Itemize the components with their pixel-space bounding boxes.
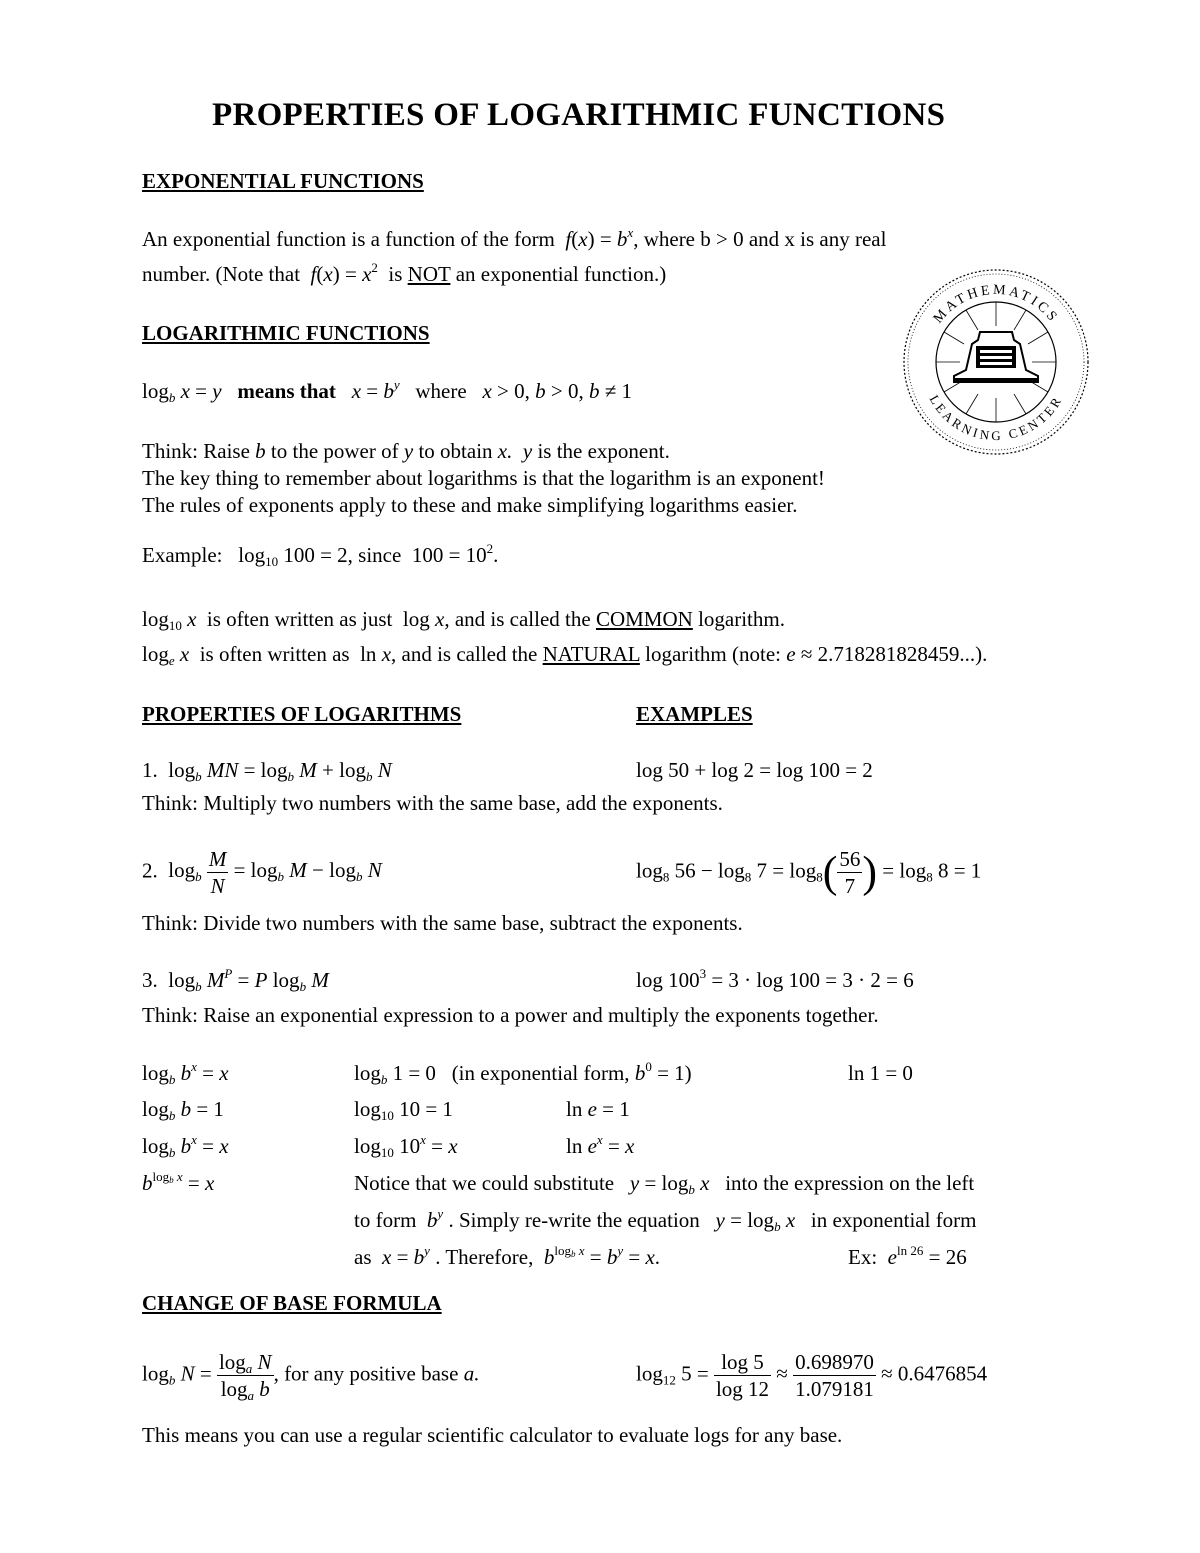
log-def-where: where [415,379,467,403]
natural-log-text-c: logarithm (note: [645,642,781,666]
natural-word: NATURAL [542,642,640,666]
notice-formula-3a: $x = b^y$ [382,1243,430,1269]
change-any-base-text: , for any positive base [273,1361,459,1386]
property-1 [142,757,392,783]
natural-log-text-d: ≈ 2.718281828459...). [800,642,988,666]
property-2-think: Think: Divide two numbers with the same base, subtract the exponents. [142,911,743,935]
approx-result: ≈ 0.6476854 [881,1361,988,1386]
log-def-conditions: x > 0, b > 0, b ≠ 1 [482,379,632,403]
notice-text-2c: in exponential form [810,1208,977,1232]
identity-log10-10: $\log_{10} 10 = 1$ [354,1097,453,1123]
change-any-base-a: a. [463,1361,480,1386]
approx-numerator: 0.698970 [795,1350,874,1374]
property-3-example: $\log 100^3 = 3 \cdot \log 100 = 3 \cdot 2 = 6$ [636,966,914,992]
notice-text-1a: Notice that we could substitute [354,1171,615,1195]
exp-def-text-a: An exponential function is a function of the form [142,227,555,251]
example-since: , since [347,543,402,567]
notice-text-2a: to form [354,1208,417,1232]
seal-top-text: MATHEMATICS [930,282,1062,327]
e-symbol: e [786,642,796,666]
notice-ex-label: Ex: [848,1245,878,1269]
natural-log-text-a: is often written as [199,642,350,666]
identity-3: $\log_b b^x = x$ [142,1132,229,1160]
exponential-heading: EXPONENTIAL FUNCTIONS [142,169,424,193]
property-1-think: Think: Multiply two numbers with the same base, add the exponents. [142,791,723,815]
common-log-text-b: , and is called the [444,607,591,631]
notice-formula-2b: $y = \log_b x$ [715,1208,796,1234]
notice-line-1 [354,1170,974,1196]
notice-text-1b: into the expression on the left [725,1171,975,1195]
change-of-base-heading: CHANGE OF BASE FORMULA [142,1291,442,1315]
example-label: Example: [142,543,223,567]
log-definition-line [142,378,632,404]
approx-denominator: 1.079181 [795,1377,874,1401]
mathematics-learning-center-seal-icon [900,266,1092,458]
identity-2: $\log_b b = 1$ [142,1097,224,1123]
property-2-example: $\log_8 56 - \log_8 7 = \log_8$( $\frac{56}{7}$ ) = $\log_8 8 = 1$ [636,847,982,898]
property-3 [142,967,329,993]
page-title: PROPERTIES OF LOGARITHMIC FUNCTIONS [212,97,946,133]
identity-ln-ex: $\ln e^x = x$ [566,1132,635,1158]
log-def-formula-2: $x = b^y$ [351,377,400,403]
notice-line-3 [354,1244,660,1270]
natural-log-line [142,641,987,667]
think-raise-e: y [522,439,533,463]
exp-formula: $f(x) = b^x$ [565,225,634,251]
think-raise-a: Think: Raise [142,439,250,463]
examples-heading: EXAMPLES [636,702,753,726]
natural-log-formula: $\log_e x$ [142,642,190,668]
natural-log-formula-2: ln x [354,642,392,666]
change-of-base-example: $\log_{12} 5$ = $\frac{\log 5}{\log 12}$ ≈ $\frac{0.698970}{1.079181}$ ≈ 0.6476854 [636,1350,988,1401]
exp-note-line [142,261,666,287]
notice-formula-2a: $b^y$ [426,1206,444,1232]
think-raise-b: b [255,439,266,463]
notice-text-3b: . Therefore, [435,1245,534,1269]
logarithmic-heading: LOGARITHMIC FUNCTIONS [142,321,430,345]
identity-1: $\log_b b^x = x$ [142,1059,229,1087]
exp-note-formula: $f(x) = x^2$ [310,260,378,286]
think-raise-y: y [403,439,414,463]
exp-note-text-a: number. (Note that [142,262,301,286]
property-3-think: Think: Raise an exponential expression to a power and multiply the exponents together. [142,1003,879,1027]
property-3-formula: $\log_b M^P = P$ $\log_b M$ [163,966,329,994]
log-def-means: means that [237,379,336,403]
identity-log10-10x: $\log_{10} 10^x = x$ [354,1132,458,1160]
identity-4: $b^{log_b x} = x$ [142,1169,215,1195]
think-raise-x: x. [497,439,513,463]
notice-line-2 [354,1207,977,1233]
common-log-formula-2: log x [397,607,445,631]
change-of-base-formula: $\log_b N$ = $\frac{\log_a N}{\log_a b}$ , for any positive base a. [142,1350,480,1403]
common-word: COMMON [595,607,693,631]
key-thing-line: The key thing to remember about logarithms is that the logarithm is an exponent! [142,466,825,490]
common-log-line [142,606,785,632]
common-log-text-a: is often written as just [206,607,393,631]
exponential-form-note: (in exponential form, [451,1061,630,1085]
notice-formula-3b: $b^{log_b x} = b^y = x$. [543,1243,661,1269]
think-raise-d: to obtain [418,439,493,463]
exp-definition-line [142,226,886,252]
property-3-number: 3. [142,968,158,992]
exp-note-text-b: is [388,262,403,286]
property-1-number: 1. [142,758,158,782]
common-log-text-c: logarithm. [698,607,785,631]
calculator-line: This means you can use a regular scientific calculator to evaluate logs for any base. [142,1423,843,1447]
identity-ln-1: ln 1 = 0 [848,1061,913,1085]
example-line [142,542,498,568]
property-2 [142,846,382,899]
property-1-example: log 50 + log 2 = log 100 = 2 [636,758,873,782]
exp-note-not: NOT [407,262,451,286]
identity-ln-e: ln e = 1 [566,1097,630,1121]
think-raise-line [142,438,670,464]
think-raise-f: is the exponent. [537,439,670,463]
properties-heading: PROPERTIES OF LOGARITHMS [142,702,462,726]
exp-note-text-c: an exponential function.) [455,262,667,286]
common-log-formula: $\log_{10} x$ [142,607,197,633]
notice-formula-1: $y = \log_b x$ [629,1171,710,1197]
example-formula-a: $\log_{10} 100 = 2$ [227,543,348,569]
exp-def-text-b: , where b > 0 and x is any real [633,227,887,251]
property-2-number: 2. [142,858,158,883]
notice-text-2b: . Simply re-write the equation [448,1208,700,1232]
identity-log-b-1: $\log_b 1 = 0$ (in exponential form, $b^0 = 1$) [354,1059,692,1087]
property-2-formula: $\log_b$ $\frac{M}{N}$ = $\log_b M - \log_b N$ [163,847,382,898]
think-raise-c: to the power of [270,439,399,463]
natural-log-text-b: , and is called the [391,642,538,666]
notice-example: Ex: $e^{ln 26} = 26$ [848,1243,967,1269]
property-1-formula: $\log_b$ MN = $\log_b M + \log_b N$ [163,758,392,784]
notice-text-3a: as [354,1245,372,1269]
log-def-formula: $\log_b x = y$ [142,379,222,405]
example-formula-b: $100 = 10^2$. [406,541,499,567]
seal-bottom-text: LEARNING CENTER [926,392,1066,444]
rules-line: The rules of exponents apply to these and make simplifying logarithms easier. [142,493,798,517]
